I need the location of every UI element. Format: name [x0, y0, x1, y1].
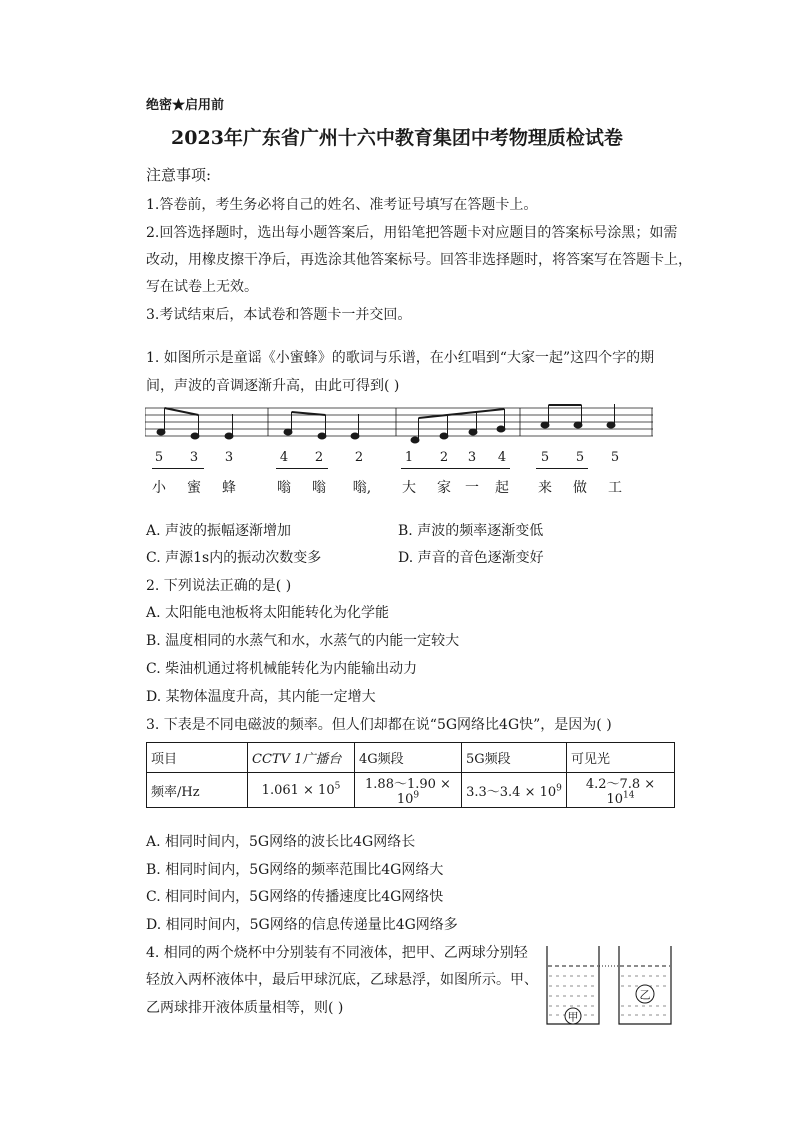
- eighth-underline: [152, 468, 204, 469]
- frequency-table: [146, 742, 675, 808]
- eighth-underline: [401, 468, 510, 469]
- lyric-word: 嗡: [312, 480, 326, 496]
- notice-item: 2.回答选择题时，选出每小题答案后，用铅笔把答题卡对应题目的答案标号涂黑；如需: [146, 225, 678, 241]
- table-header-cell: 可见光: [567, 743, 675, 773]
- q3-option-c: C. 相同时间内，5G网络的传播速度比4G网络快: [146, 889, 444, 905]
- q2-option-b: B. 温度相同的水蒸气和水，水蒸气的内能一定较大: [146, 633, 460, 649]
- notice-item: 写在试卷上无效。: [146, 279, 258, 295]
- table-header-cell: 项目: [147, 743, 248, 773]
- q3-stem: 3. 下表是不同电磁波的频率。但人们却都在说“5G网络比4G快”，是因为( ): [146, 717, 612, 733]
- q3-option-a: A. 相同时间内，5G网络的波长比4G网络长: [146, 834, 416, 850]
- table-row-label: 频率/Hz: [147, 773, 248, 808]
- eighth-underline: [276, 468, 328, 469]
- q1-option-b: B. 声波的频率逐渐变低: [398, 523, 544, 539]
- lyric-word: 工: [608, 480, 622, 496]
- q4-stem-line1: 4. 相同的两个烧杯中分别装有不同液体，把甲、乙两球分别轻: [146, 945, 528, 961]
- lyric-word: 嗡,: [352, 480, 372, 496]
- table-header-row: [147, 743, 675, 773]
- notation-number: 5: [540, 450, 550, 465]
- table-header-cell: 4G频段: [355, 743, 462, 773]
- lyric-word: 蜂: [222, 480, 236, 496]
- table-cell: $1.061 \times 10^5$: [248, 773, 355, 808]
- q1-option-d: D. 声音的音色逐渐变好: [398, 550, 544, 566]
- q4-stem-line3: 乙两球排开液体质量相等，则( ): [146, 1000, 344, 1016]
- music-staff-figure: [145, 402, 655, 444]
- eighth-underline: [536, 468, 588, 469]
- notice-heading: 注意事项:: [146, 166, 212, 184]
- confidential-mark: 绝密★启用前: [146, 98, 225, 113]
- table-cell: 4.2～7.8 × $10^{14}$: [567, 773, 675, 808]
- table-cell: 1.88～1.90 × $10^9$: [355, 773, 462, 808]
- page-title: 2023年广东省广州十六中教育集团中考物理质检试卷: [171, 127, 623, 149]
- table-header-cell: CCTV 1广播台: [248, 743, 355, 773]
- ball-jia-label: 甲: [567, 1010, 579, 1024]
- table-cell: 3.3～3.4 × $10^9$: [462, 773, 567, 808]
- notice-item: 3.考试结束后，本试卷和答题卡一并交回。: [146, 307, 412, 323]
- notation-number: 5: [154, 450, 164, 465]
- lyric-word: 蜜: [187, 480, 201, 496]
- lyric-word: 来: [538, 480, 552, 496]
- lyric-word: 小: [152, 480, 166, 496]
- notice-item: 1.答卷前，考生务必将自己的姓名、准考证号填写在答题卡上。: [146, 197, 538, 213]
- notation-number: 3: [467, 450, 477, 465]
- notation-number: 4: [279, 450, 289, 465]
- q3-option-d: D. 相同时间内，5G网络的信息传递量比4G网络多: [146, 917, 458, 933]
- lyric-word: 起: [495, 480, 509, 496]
- lyric-word: 做: [573, 480, 587, 496]
- q1-stem-line1: 1. 如图所示是童谣《小蜜蜂》的歌词与乐谱，在小红唱到“大家一起”这四个字的期: [146, 350, 655, 366]
- notation-number: 4: [497, 450, 507, 465]
- notation-number: 2: [314, 450, 324, 465]
- q4-stem-line2: 轻放入两杯液体中，最后甲球沉底，乙球悬浮，如图所示。甲、: [146, 972, 538, 988]
- lyric-word: 大: [402, 480, 416, 496]
- notation-number: 1: [404, 450, 414, 465]
- lyric-word: 嗡: [277, 480, 291, 496]
- ball-yi-label: 乙: [639, 988, 651, 1002]
- notice-item: 改动，用橡皮擦干净后，再选涂其他答案标号。回答非选择题时，将答案写在答题卡上，: [146, 252, 692, 268]
- q3-option-b: B. 相同时间内，5G网络的频率范围比4G网络大: [146, 862, 444, 878]
- notation-number: 3: [189, 450, 199, 465]
- table-header-cell: 5G频段: [462, 743, 567, 773]
- notation-number: 3: [224, 450, 234, 465]
- beakers-figure: [543, 944, 675, 1028]
- lyric-word: 家: [437, 480, 451, 496]
- table-row: [147, 773, 675, 808]
- notation-number: 2: [354, 450, 364, 465]
- notation-number: 5: [610, 450, 620, 465]
- q1-stem-line2: 间，声波的音调逐渐升高，由此可得到( ): [146, 378, 400, 394]
- lyric-word: 一: [465, 480, 479, 496]
- notation-number: 5: [575, 450, 585, 465]
- q2-option-d: D. 某物体温度升高，其内能一定增大: [146, 689, 376, 705]
- q1-option-c: C. 声源1s内的振动次数变多: [146, 550, 322, 566]
- q2-option-c: C. 柴油机通过将机械能转化为内能输出动力: [146, 661, 418, 677]
- q2-option-a: A. 太阳能电池板将太阳能转化为化学能: [146, 605, 390, 621]
- notation-number: 2: [439, 450, 449, 465]
- q2-stem: 2. 下列说法正确的是( ): [146, 578, 292, 594]
- numbered-notation-lyrics: [0, 450, 794, 498]
- q1-option-a: A. 声波的振幅逐渐增加: [146, 523, 292, 539]
